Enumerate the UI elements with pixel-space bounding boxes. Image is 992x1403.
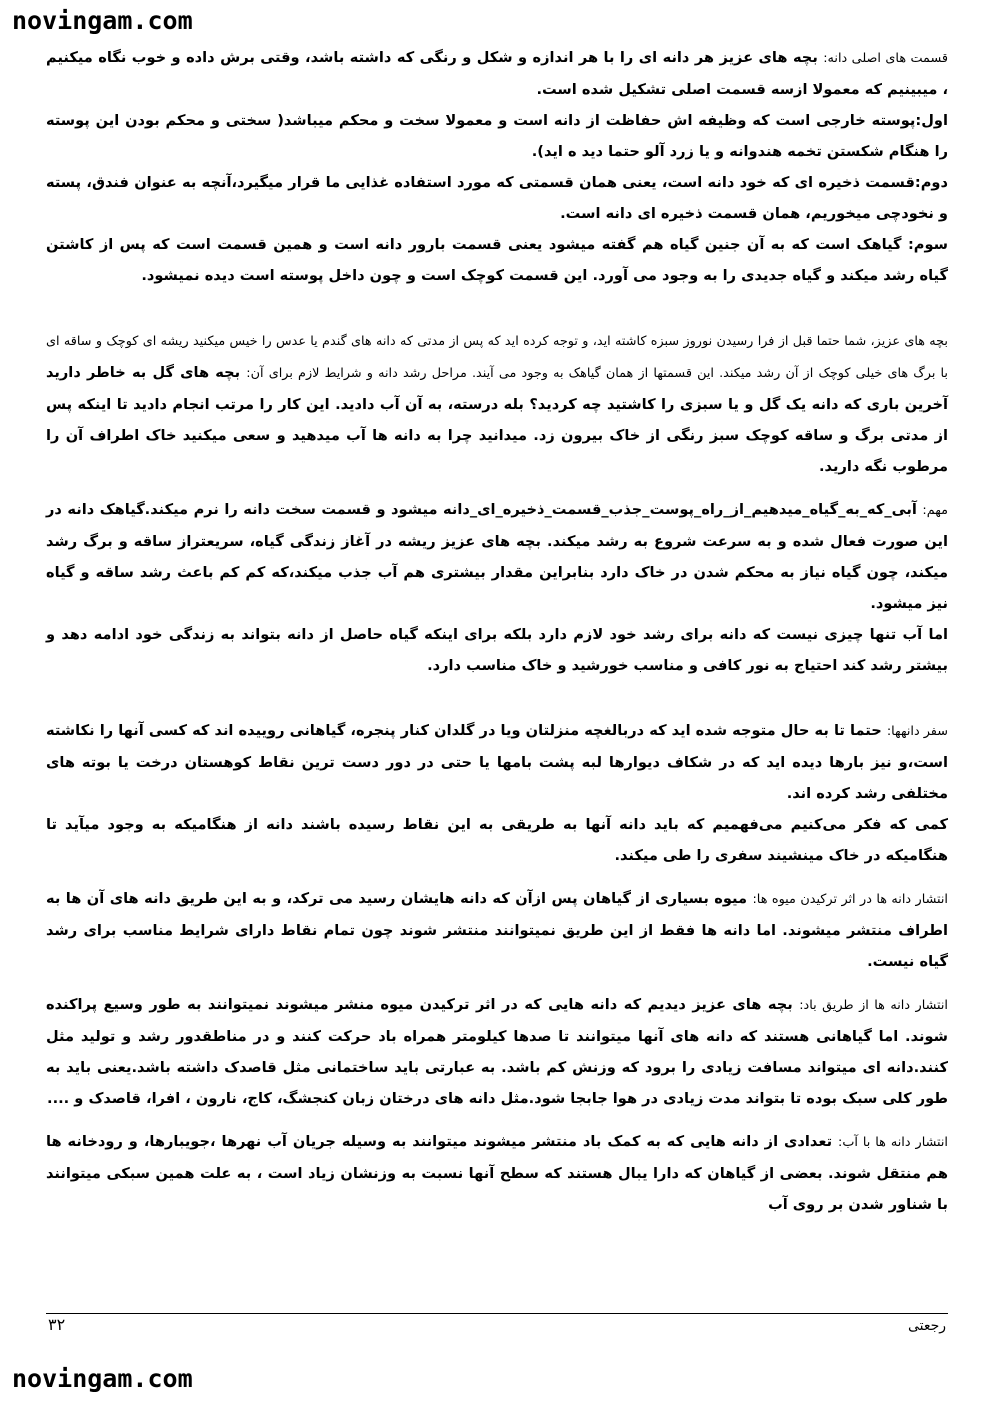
paragraph xyxy=(46,1126,948,1220)
paragraph-lead: انتشار دانه ها با آب: xyxy=(838,1135,948,1150)
section xyxy=(46,715,948,871)
paragraph-lead: انتشار دانه ها از طریق باد: xyxy=(799,998,948,1013)
watermark-bottom: novingam.com xyxy=(12,1364,193,1393)
document-body xyxy=(46,42,948,1220)
paragraph-lead: قسمت های اصلی دانه: xyxy=(823,51,948,66)
footer-rule xyxy=(46,1313,948,1314)
paragraph-text: آبی_که_به_گیاه_میدهیم_از_راه_پوست_جذب_قسمت_ذخیره_ای_دانه میشود و قسمت سخت دانه را نرم میکند.گیاهک دانه در این صورت فعال شده و به سرعت شروع به رشد میکند. بچه های عزیز ریشه در آغاز زندگی گیاه، سریعتراز ساقه و برگ رشد میکند، چون گیاه نیاز به محکم شدن در خاک دارد بنابراین مقدار بیشتری هم آب جذب میکند،که کم کم باعث رشد ساقه و گیاه نیز میشود. xyxy=(46,501,948,612)
paragraph-text: سوم: گیاهک است که به آن جنین گیاه هم گفته میشود یعنی قسمت بارور دانه است و همین قسمت است که پس از کاشتن گیاه رشد میکند و گیاه جدیدی را به وجود می آورد. این قسمت کوچک است و چون داخل پوسته است دیده نمیشود. xyxy=(46,236,948,284)
paragraph xyxy=(46,42,948,105)
paragraph-lead: بچه های عزیز، شما حتما قبل از فرا رسیدن نوروز سبزه کاشته اید، و توجه کرده اید که پس از مدتی که دانه های گندم یا عدس را خیس میکنید ریشه ای کوچک و ساقه ای با برگ های خیلی کوچک از آن رشد میکند. این قسمتها از همان گیاهک به وجود می آیند. مراحل رشد دانه و شرایط لازم برای آن: xyxy=(46,334,948,381)
paragraph-text: کمی که فکر می‌کنیم می‌فهمیم که باید دانه آنها به طریقی به این نقاط رسیده باشند دانه از هنگامیکه به وجود میآید تا هنگامیکه در خاک مینشیند سفری را طی میکند. xyxy=(46,816,948,864)
paragraph xyxy=(46,989,948,1114)
section xyxy=(46,1126,948,1220)
paragraph-text: تعدادی از دانه هایی که به کمک باد منتشر میشوند میتوانند به وسیله جریان آب نهرها ،جویبارها، و رودخانه ها هم منتقل شوند. بعضی از گیاهان که دارا یبال هستند که سطح آنها نسبت به وزنشان زیاد است ، به علت همین سبکی میتوانند با شناور شدن بر روی آب xyxy=(46,1133,948,1213)
section-gap xyxy=(46,291,948,325)
section-gap xyxy=(46,977,948,989)
paragraph xyxy=(46,105,948,167)
paragraph-text: بچه های عزیز دیدیم که دانه هایی که در اثر ترکیدن میوه منشر میشوند نمیتوانند به طور وسیع پراکنده شوند. اما گیاهانی هستند که دانه های آنها میتوانند تا صدها کیلومتر همراه باد حرکت کنند و در مناطقدور رشد و تولید مثل کنند.دانه ای میتواند مسافت زیادی را برود که وزنش کم باشد. به عبارتی باید ساختمانی مثل قاصدک داشته باشد.یعنی باید به طور کلی سبک بوده تا بتواند مدت زیادی در هوا جابجا شود.مثل دانه های درختان زبان کنجشگ، کاج، نارون ، افرا، قاصدک و .... xyxy=(46,996,948,1107)
paragraph-text: دوم:قسمت ذخیره ای که خود دانه است، یعنی همان قسمتی که مورد استفاده غذایی ما قرار میگیرد،آنچه به عنوان فندق، پسته و نخودچی میخوریم، همان قسمت ذخیره ای دانه است. xyxy=(46,174,948,222)
author-name: رجعتی xyxy=(907,1318,946,1334)
paragraph-text: حتما تا به حال متوجه شده اید که دربالغچه منزلتان ویا در گلدان کنار پنجره، گیاهانی روییده اند که کسی آنها را نکاشته است،و نیز بارها دیده اید که در شکاف دیوارها لبه پشت بامها یا حتی در دور دست ترین نقاط کوهستان درخت یا بوته های مختلفی رشد کرده اند. xyxy=(46,722,948,802)
page-number: ۳۲ xyxy=(48,1315,66,1334)
paragraph-text: اول:پوسته خارجی است که وظیفه اش حفاظت از دانه است و معمولا سخت و محکم میباشد( سختی و محکم بودن این پوسته را هنگام شکستن تخمه هندوانه و یا زرد آلو حتما دید ه اید). xyxy=(46,112,948,160)
paragraph xyxy=(46,809,948,871)
section xyxy=(46,325,948,482)
paragraph-text: بچه های عزیز هر دانه ای را با هر اندازه و شکل و رنگی که داشته باشد، وقتی برش داده و خوب نگاه میکنیم ، میبینیم که معمولا ازسه قسمت اصلی تشکیل شده است. xyxy=(46,49,948,98)
watermark-top: novingam.com xyxy=(12,6,193,35)
paragraph-text: بچه های گل به خاطر دارید آخرین باری که دانه یک گل و یا سبزی را کاشتید چه کردید؟ بله درسته، به آن آب دادید. این کار را مرتب انجام دادید تا اینکه پس از مدتی برگ و ساقه کوچک سبز رنگی از خاک بیرون زد. میدانید چرا به دانه ها آب میدهید و سعی میکنید خاک اطراف آن را مرطوب نگه دارید. xyxy=(46,364,948,475)
section-gap xyxy=(46,1114,948,1126)
paragraph xyxy=(46,494,948,619)
paragraph-lead: انتشار دانه ها در اثر ترکیدن میوه ها: xyxy=(752,892,948,907)
paragraph xyxy=(46,619,948,681)
paragraph xyxy=(46,883,948,977)
paragraph xyxy=(46,325,948,482)
section xyxy=(46,883,948,977)
paragraph-lead: سفر دانهها: xyxy=(886,724,949,739)
paragraph xyxy=(46,715,948,809)
section-gap xyxy=(46,871,948,883)
section xyxy=(46,494,948,681)
section-gap xyxy=(46,681,948,715)
paragraph xyxy=(46,229,948,291)
section-gap xyxy=(46,482,948,494)
paragraph-text: اما آب تنها چیزی نیست که دانه برای رشد خود لازم دارد بلکه برای اینکه گیاه حاصل از دانه بتواند به زندگی خود ادامه دهد و بیشتر رشد کند احتیاج به نور کافی و مناسب خورشید و خاک مناسب دارد. xyxy=(46,626,948,674)
paragraph-lead: مهم: xyxy=(922,503,948,518)
paragraph-text: میوه بسیاری از گیاهان پس ازآن که دانه هایشان رسید می ترکد، و به این طریق دانه های آن ها به اطراف منتشر میشوند. اما دانه ها فقط از این طریق نمیتوانند منتشر شوند چون تمام نقاط دارای شرایط مناسب برای رشد گیاه نیست. xyxy=(46,890,948,970)
section xyxy=(46,42,948,291)
section xyxy=(46,989,948,1114)
paragraph xyxy=(46,167,948,229)
